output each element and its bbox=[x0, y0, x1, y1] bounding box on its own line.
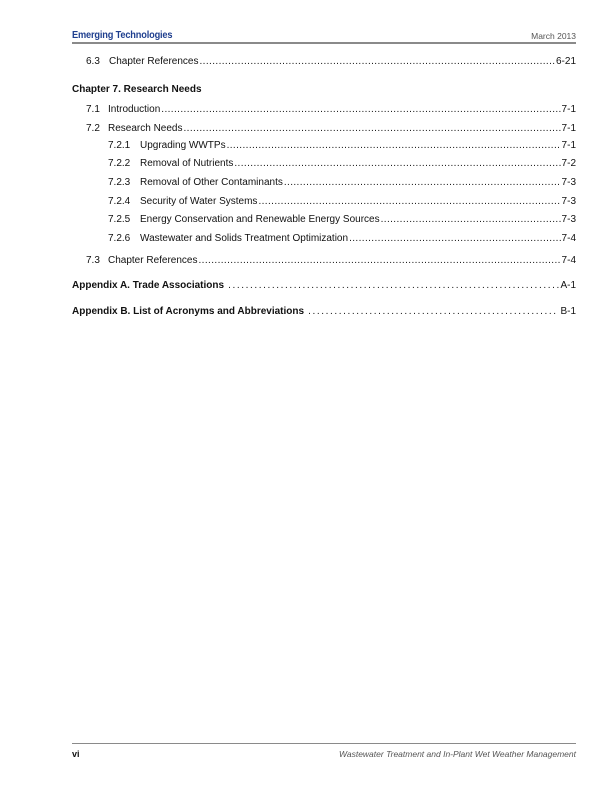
toc-entry-number: 7.2.6 bbox=[108, 233, 131, 244]
toc-entry-title: Removal of Nutrients bbox=[140, 158, 234, 169]
toc-entry-page: 7-1 bbox=[561, 140, 576, 151]
toc-entry-label bbox=[86, 123, 183, 135]
toc-entry-page: 7-4 bbox=[561, 255, 576, 266]
chapter-7-heading[interactable]: Chapter 7. Research Needs bbox=[72, 84, 202, 95]
toc-leader-dots bbox=[234, 158, 560, 170]
toc-entry-number: 7.2.5 bbox=[108, 214, 131, 225]
header-divider bbox=[72, 42, 576, 44]
toc-entry-number: 7.1 bbox=[86, 104, 100, 115]
footer-divider bbox=[72, 743, 576, 744]
toc-entry-number: 7.2.1 bbox=[108, 140, 131, 151]
toc-entry-title: Research Needs bbox=[108, 123, 183, 134]
toc-entry-page: 7-4 bbox=[561, 233, 576, 244]
toc-entry-label bbox=[108, 158, 234, 170]
toc-leader-dots bbox=[305, 306, 556, 318]
toc-appendix-b[interactable] bbox=[72, 306, 576, 318]
header-title: Emerging Technologies bbox=[72, 29, 173, 41]
toc-entry-page: 7-3 bbox=[561, 177, 576, 188]
toc-entry-title: Chapter References bbox=[108, 255, 198, 266]
toc-entry-page: 7-3 bbox=[561, 214, 576, 225]
toc-entry-title: Chapter References bbox=[109, 56, 199, 67]
toc-entry-7-2-6[interactable] bbox=[108, 233, 576, 245]
toc-entry-6-3[interactable] bbox=[86, 56, 576, 68]
toc-leader-dots bbox=[225, 280, 559, 292]
toc-entry-title: Appendix B. List of Acronyms and Abbreviations bbox=[72, 306, 305, 317]
toc-entry-7-2-1[interactable] bbox=[108, 140, 576, 152]
toc-entry-page: A-1 bbox=[560, 280, 576, 291]
toc-entry-7-2-5[interactable] bbox=[108, 214, 576, 226]
toc-entry-label bbox=[86, 104, 161, 116]
footer-document-title: Wastewater Treatment and In-Plant Wet Weather Management bbox=[338, 749, 576, 759]
toc-entry-label bbox=[86, 255, 199, 267]
toc-entry-number: 7.2.3 bbox=[108, 177, 131, 188]
toc-leader-dots bbox=[349, 233, 560, 245]
toc-entry-page: 6-21 bbox=[555, 56, 576, 67]
toc-entry-7-2-4[interactable] bbox=[108, 196, 576, 208]
toc-entry-title: Introduction bbox=[108, 104, 161, 115]
toc-leader-dots bbox=[227, 140, 561, 152]
toc-entry-7-3[interactable] bbox=[86, 255, 576, 267]
toc-entry-label bbox=[108, 214, 381, 226]
toc-entry-label bbox=[86, 56, 200, 68]
toc-entry-title: Upgrading WWTPs bbox=[140, 140, 226, 151]
toc-leader-dots bbox=[258, 196, 560, 208]
toc-entry-number: 6.3 bbox=[86, 56, 100, 67]
toc-leader-dots bbox=[381, 214, 561, 226]
toc-entry-label bbox=[108, 196, 258, 208]
header-date: March 2013 bbox=[531, 31, 576, 41]
toc-leader-dots bbox=[284, 177, 561, 189]
toc-entry-label bbox=[108, 233, 349, 245]
toc-entry-7-2-3[interactable] bbox=[108, 177, 576, 189]
toc-leader-dots bbox=[183, 123, 560, 135]
toc-entry-title: Wastewater and Solids Treatment Optimization bbox=[140, 233, 349, 244]
toc-appendix-a[interactable] bbox=[72, 280, 576, 292]
toc-entry-title: Energy Conservation and Renewable Energy Sources bbox=[140, 214, 380, 225]
toc-entry-7-2[interactable] bbox=[86, 123, 576, 135]
toc-leader-dots bbox=[199, 255, 561, 267]
toc-entry-page: 7-1 bbox=[561, 104, 576, 115]
toc-entry-title: Appendix A. Trade Associations bbox=[72, 280, 225, 291]
toc-entry-number: 7.3 bbox=[86, 255, 100, 266]
toc-entry-label bbox=[108, 140, 227, 152]
toc-entry-page: 7-2 bbox=[561, 158, 576, 169]
toc-entry-number: 7.2 bbox=[86, 123, 100, 134]
toc-entry-page: 7-1 bbox=[561, 123, 576, 134]
toc-entry-7-2-2[interactable] bbox=[108, 158, 576, 170]
toc-entry-page: 7-3 bbox=[561, 196, 576, 207]
footer-page-number: vi bbox=[72, 749, 80, 759]
toc-entry-title: Removal of Other Contaminants bbox=[140, 177, 283, 188]
toc-entry-title: Security of Water Systems bbox=[140, 196, 258, 207]
toc-entry-number: 7.2.2 bbox=[108, 158, 131, 169]
toc-entry-number: 7.2.4 bbox=[108, 196, 131, 207]
toc-entry-7-1[interactable] bbox=[86, 104, 576, 116]
toc-leader-dots bbox=[200, 56, 555, 68]
toc-leader-dots bbox=[161, 104, 560, 116]
toc-entry-label bbox=[108, 177, 284, 189]
toc-entry-page: B-1 bbox=[560, 306, 576, 317]
